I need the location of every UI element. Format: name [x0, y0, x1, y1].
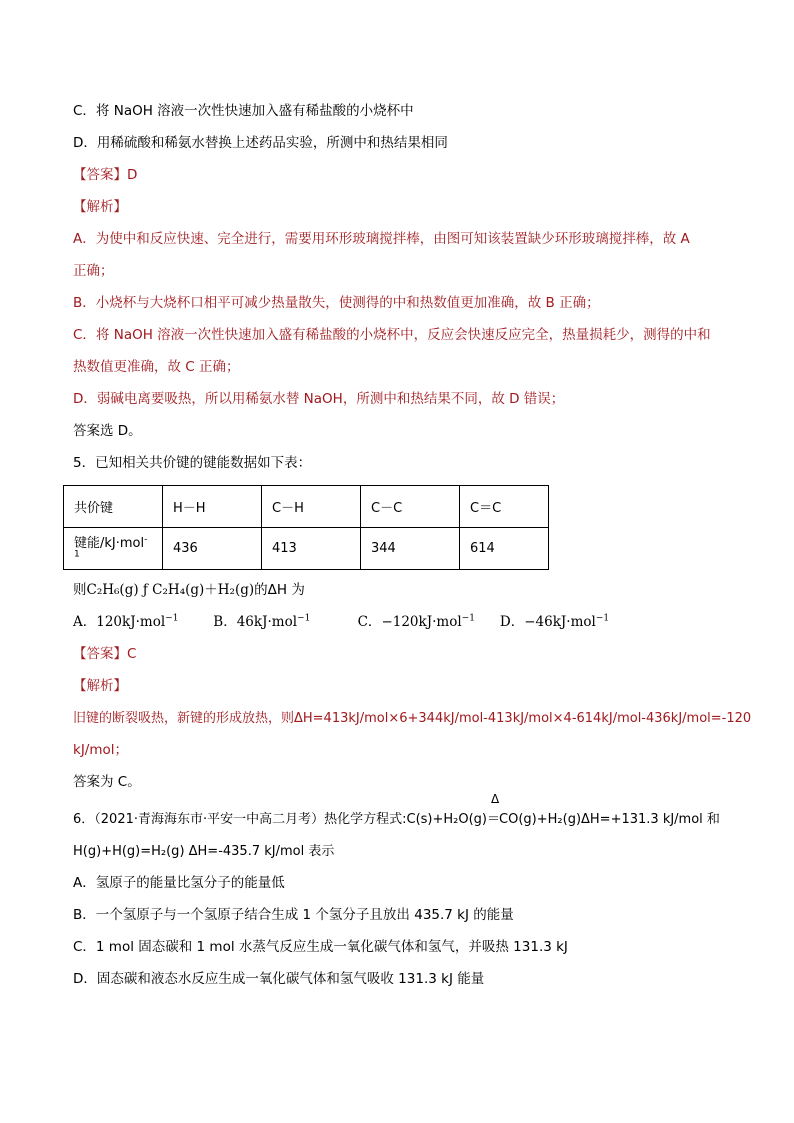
reaction-arrow: Δ ＝ — [487, 809, 499, 830]
q5-analysis-line: 旧键的断裂吸热，新键的形成放热，则ΔH=413kJ/mol×6+344kJ/mol-413kJ/mol×4-614kJ/mol-436kJ/mol=-120 — [73, 711, 752, 726]
option-label: A． — [73, 614, 97, 630]
q4-option-d: D．用稀硫酸和稀氨水替换上述药品实验，所测中和热结果相同 — [73, 135, 448, 151]
table-cell: C－C — [361, 486, 460, 528]
q4-analysis-line: D．弱碱电离要吸热，所以用稀氨水替 NaOH，所测中和热结果不同，故 D 错误； — [73, 391, 565, 407]
option-label: D． — [499, 614, 525, 630]
q6-option-d: D．固态碳和液态水反应生成一氧化碳气体和氢气吸收 131.3 kJ 能量 — [73, 971, 485, 987]
table-cell — [64, 528, 163, 570]
answer-label: 【答案】 — [73, 646, 127, 662]
option-value: 120kJ·mol — [96, 614, 166, 630]
q5-analysis-line: kJ/mol； — [73, 742, 129, 758]
q6-option-a: A．氢原子的能量比氢分子的能量低 — [73, 875, 285, 891]
q4-answer — [73, 165, 733, 186]
bond-energy-table — [63, 485, 549, 570]
q4-analysis-line: B．小烧杯与大烧杯口相平可减少热量散失，使测得的中和热数值更加准确，故 B 正确； — [73, 295, 600, 311]
option-exponent: −1 — [165, 613, 179, 624]
q4-analysis-line: C．将 NaOH 溶液一次性快速加入盛有稀盐酸的小烧杯中，反应会快速反应完全，热量损耗少，测得的中和 — [73, 327, 711, 343]
option-exponent: −1 — [595, 613, 610, 624]
option-label: C． — [357, 614, 382, 630]
table-cell: 614 — [460, 528, 549, 570]
option-exponent: −1 — [297, 613, 311, 624]
q5-conclusion: 答案为 C。 — [73, 774, 141, 790]
q4-analysis-label: 【解析】 — [73, 199, 127, 215]
q5-option-b — [213, 612, 353, 633]
q4-conclusion: 答案选 D。 — [73, 423, 142, 439]
q5-analysis-label: 【解析】 — [73, 678, 127, 694]
q5-question-prefix: 则 — [73, 582, 87, 598]
q5-question-suffix: 的ΔH 为 — [254, 582, 305, 598]
q5-option-d — [500, 612, 609, 633]
q5-option-a — [73, 612, 209, 633]
q5-question — [73, 580, 733, 601]
q6-stem-part-a: 6．（2021·青海海东市·平安一中高二月考）热化学方程式:C(s)+H₂O(g) — [73, 812, 488, 827]
answer-label: 【答案】 — [73, 167, 127, 183]
option-value: −46kJ·mol — [524, 614, 596, 630]
table-row — [64, 528, 549, 570]
table-cell: C－H — [262, 486, 361, 528]
option-value: 46kJ·mol — [236, 614, 298, 630]
answer-value: C — [127, 646, 137, 662]
q5-options — [73, 612, 733, 633]
table-cell: 共价键 — [64, 486, 163, 528]
heat-condition: Δ — [491, 792, 500, 806]
table-cell: 344 — [361, 528, 460, 570]
answer-value: D — [127, 167, 138, 183]
row-label: 键能/kJ·mol — [74, 535, 145, 551]
table-cell: 436 — [163, 528, 262, 570]
option-label: B． — [213, 614, 237, 630]
q4-analysis-line: 正确； — [73, 263, 114, 279]
q5-equation: C₂H₆(g) ƒ C₂H₄(g)＋H₂(g) — [86, 582, 255, 598]
q6-option-b: B．一个氢原子与一个氢原子结合生成 1 个氢分子且放出 435.7 kJ 的能量 — [73, 907, 514, 923]
table-header-row — [64, 486, 549, 528]
q5-answer — [73, 644, 733, 665]
option-value: −120kJ·mol — [381, 614, 462, 630]
q6-stem-part-b: CO(g)+H₂(g)ΔH=+131.3 kJ/mol 和 — [499, 812, 720, 827]
q5-option-c — [358, 612, 496, 633]
table-cell: 413 — [262, 528, 361, 570]
q6-stem-line-2: H(g)+H(g)=H₂(g) ΔH=-435.7 kJ/mol 表示 — [73, 844, 335, 859]
row-label-exponent: -1 — [74, 534, 148, 560]
table-cell: C＝C — [460, 486, 549, 528]
q5-stem: 5．已知相关共价键的键能数据如下表： — [73, 455, 312, 471]
table-cell: H－H — [163, 486, 262, 528]
option-exponent: −1 — [461, 613, 475, 624]
document-page — [73, 101, 752, 1001]
q6-option-c: C．1 mol 固态碳和 1 mol 水蒸气反应生成一氧化碳气体和氢气，并吸热 131.3 kJ — [73, 939, 568, 955]
q6-stem — [73, 792, 733, 830]
q4-analysis-line: A．为使中和反应快速、完全进行，需要用环形玻璃搅拌棒，由图可知该装置缺少环形玻璃搅拌棒，故 A — [73, 231, 690, 247]
q4-option-c: C．将 NaOH 溶液一次性快速加入盛有稀盐酸的小烧杯中 — [73, 103, 414, 119]
q4-analysis-line: 热数值更准确，故 C 正确； — [73, 359, 240, 375]
